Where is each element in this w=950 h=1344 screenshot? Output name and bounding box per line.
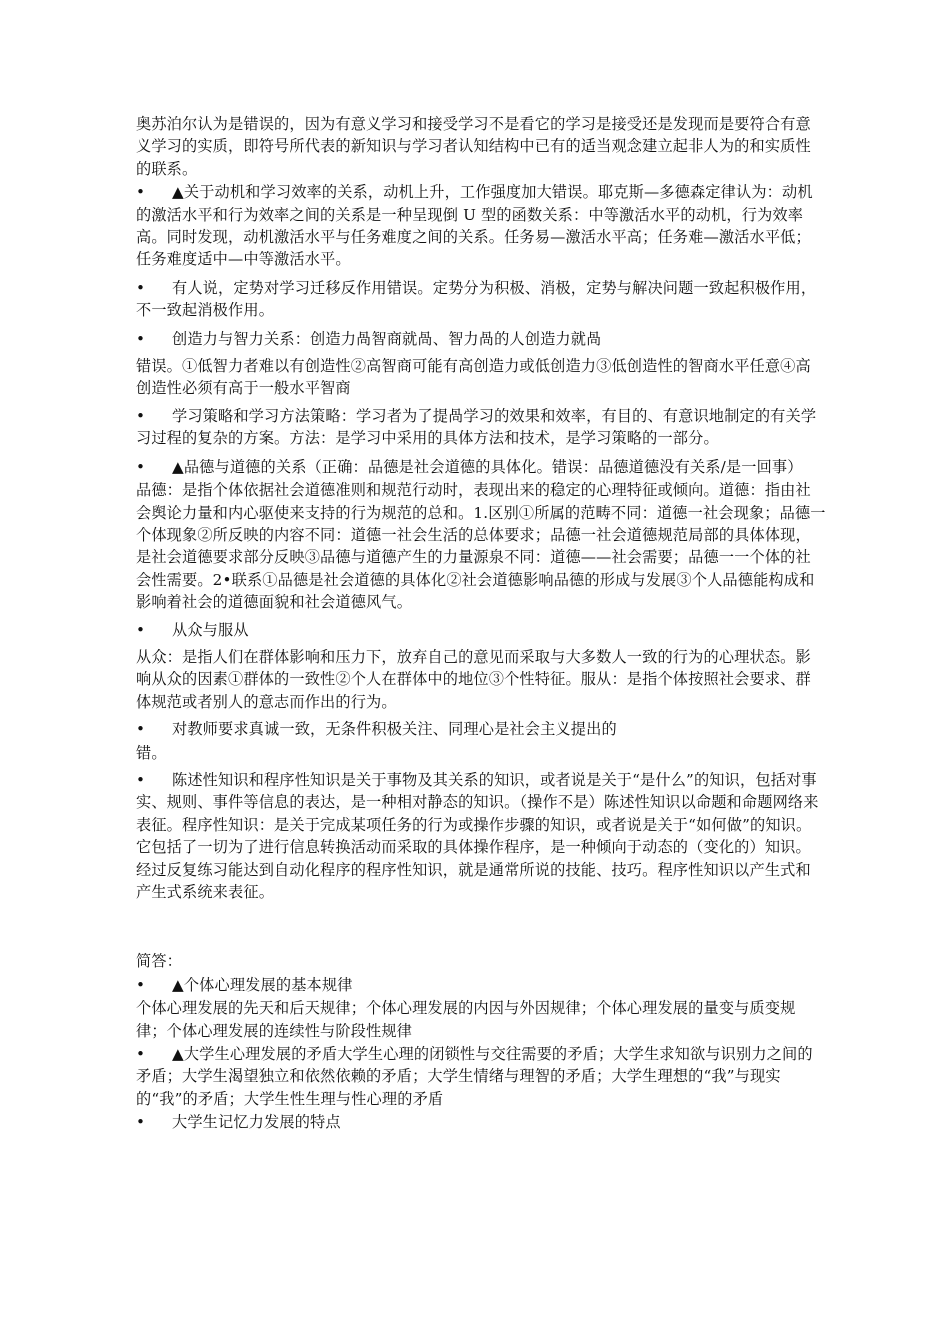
list-item-text: 有人说，定势对学习迁移反作用错误。定势分为积极、消极，定势与解决问题一致起积极作用，不一致起消极作用。 [136,278,817,320]
bullet-icon: • [136,720,146,739]
list-item-text: ▲大学生心理发展的矛盾大学生心理的闭锁性与交往需要的矛盾；大学生求知欲与识别力之间的矛盾；大学生渴望独立和依然依赖的矛盾；大学生情绪与理智的矛盾；大学生理想的“我”与现实的“我”的矛盾；大学生性生理与性心理的矛盾 [136,1045,813,1108]
bullet-icon: • [136,406,146,425]
list-item [136,1111,826,1133]
list-item [136,181,826,271]
paragraph: 错。 [136,743,167,762]
bullet-icon: • [136,278,146,297]
bullet-icon: • [136,620,146,639]
paragraph: 从众：是指人们在群体影响和压力下，放弃自己的意见而采取与大多数人一致的行为的心理状态。影响从众的因素①群体的一致性②个人在群体中的地位③个性特征。服从：是指个体按照社会要求、群体规范或者别人的意志而作出的行为。 [136,647,811,711]
bullet-icon: • [136,329,146,348]
document-page [136,113,826,1135]
list-item-text: ▲品德与道德的关系（正确：品德是社会道德的具体化。错误：品德道德没有关系/是一回事） [172,457,803,476]
list-item-text: 从众与服从 [172,620,249,639]
list-item [136,974,826,996]
bullet-icon: • [136,1045,146,1064]
list-item-text: ▲个体心理发展的基本规律 [172,975,353,994]
list-item-text: 对教师要求真诚一致，无条件积极关注、同理心是社会主义提出的 [172,720,617,739]
bullet-icon: • [136,975,146,994]
list-item [136,405,826,450]
list-item-text: 大学生记忆力发展的特点 [172,1113,341,1132]
paragraph: 错误。①低智力者难以有创造性②高智商可能有高创造力或低创造力③低创造性的智商水平任意④高创造性必须有高于一般水平智商 [136,357,811,398]
list-item [136,456,826,478]
list-item [136,718,826,740]
paragraph: 奥苏泊尔认为是错误的，因为有意义学习和接受学习不是看它的学习是接受还是发现而是要符合有意义学习的实质，即符号所代表的新知识与学习者认知结构中已有的适当观念建立起非人为的和实质性的联系。 [136,115,811,178]
list-item [136,619,826,641]
list-item [136,769,826,903]
paragraph: 个体心理发展的先天和后天规律；个体心理发展的内因与外因规律；个体心理发展的量变与质变规律；个体心理发展的连续性与阶段性规律 [136,999,796,1040]
section-heading: 简答： [136,952,183,971]
list-item-text: ▲关于动机和学习效率的关系，动机上升，工作强度加大错误。耶克斯—多德森定律认为：动机的激活水平和行为效率之间的关系是一种呈现倒 U 型的函数关系：中等激活水平的动机，行为效率高。同时发现，动机激活水平与任务难度之间的关系。任务易—激活水平高；任务难—激活水平低；任务难度适中—中等激活水平。 [136,183,813,269]
bullet-icon: • [136,183,146,202]
list-item-text: 创造力与智力关系：创造力咼智商就咼、智力咼的人创造力就咼 [172,329,602,348]
bullet-icon: • [136,457,146,476]
bullet-icon: • [136,1113,146,1132]
list-item [136,277,826,322]
list-item-text: 陈述性知识和程序性知识是关于事物及其关系的知识，或者说是关于“是什么”的知识，包括对事实、规则、事件等信息的表达，是一种相对静态的知识。（操作不是）陈述性知识以命题和命题网络来表征。程序性知识：是关于完成某项任务的行为或操作步骤的知识，或者说是关于“如何做”的知识。它包括了一切为了进行信息转换活动而采取的具体操作程序，是一种倾向于动态的（变化的）知识。经过反复练习能达到自动化程序的程序性知识，就是通常所说的技能、技巧。程序性知识以产生式和产生式系统来表征。 [136,770,819,901]
list-item [136,328,826,350]
list-item [136,1043,826,1110]
list-item-text: 学习策略和学习方法策略：学习者为了提咼学习的效果和效率，有目的、有意识地制定的有关学习过程的复杂的方案。方法：是学习中采用的具体方法和技术，是学习策略的一部分。 [136,406,817,448]
paragraph: 品德：是指个体依据社会道德准则和规范行动时，表现出来的稳定的心理特征或倾向。道德：指由社会舆论力量和内心驱使来支持的行为规范的总和。1.区别①所属的范畴不同：道德一社会现象；品德一个体现象②所反映的内容不同：道德一社会生活的总体要求；品德一社会道德规范局部的具体体现，是社会道德要求部分反映③品德与道德产生的力量源泉不同：道德——社会需要；品德一一个体的社会性需要。2•联系①品德是社会道德的具体化②社会道德影响品德的形成与发展③个人品德能构成和影响着社会的道德面貌和社会道德风气。 [136,481,826,612]
bullet-icon: • [136,770,146,789]
